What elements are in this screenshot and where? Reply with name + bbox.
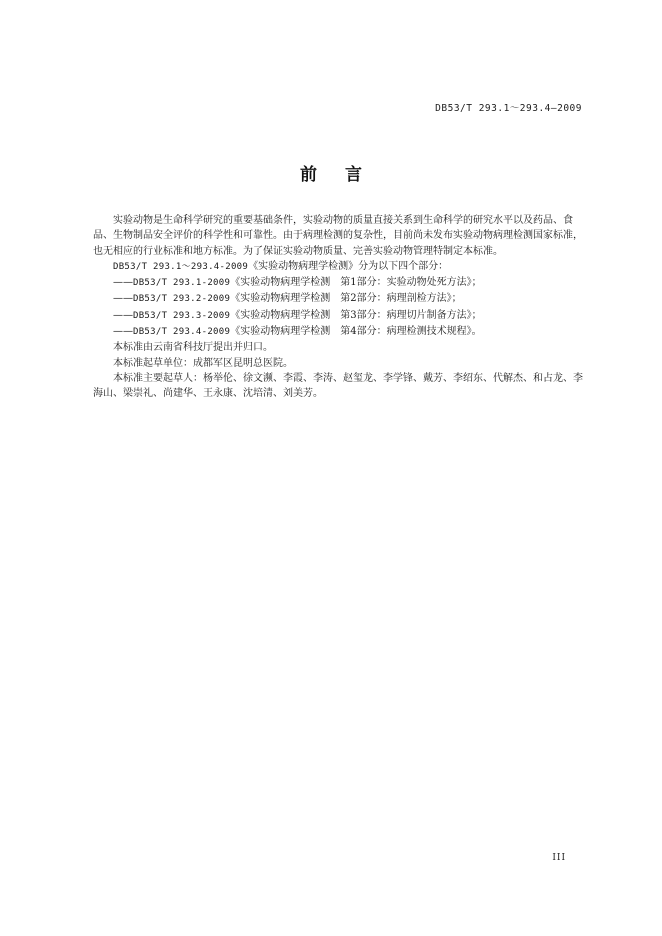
- page-number: III: [552, 853, 566, 863]
- part-dash: ——: [113, 326, 133, 338]
- part-item: [93, 275, 585, 291]
- page-title: 前言: [300, 165, 390, 185]
- part-code: DB53/T 293.2-2009: [133, 294, 231, 305]
- parts-intro-line: [93, 259, 585, 275]
- part-code: DB53/T 293.4-2009: [133, 327, 231, 338]
- part-item: [93, 324, 585, 340]
- part-dash: ——: [113, 293, 133, 305]
- part-title: 《实验动物病理学检测 第3部分：病理切片制备方法》；: [230, 309, 482, 321]
- part-code: DB53/T 293.3-2009: [133, 310, 231, 321]
- drafters-paragraph: 本标准主要起草人：杨举伦、徐文濒、李霞、李涛、赵玺龙、李学锋、戴芳、李绍东、代解杰、和占龙、李海山、梁崇礼、尚建华、王永康、沈培清、刘美芳。: [93, 372, 583, 400]
- foreword-body: [93, 213, 585, 402]
- parts-intro-code: DB53/T 293.1～293.4-2009: [113, 261, 249, 272]
- proposer-line: 本标准由云南省科技厅提出并归口。: [113, 342, 273, 354]
- document-code-header: DB53/T 293.1～293.4—2009: [435, 103, 582, 114]
- part-dash: ——: [113, 277, 133, 289]
- intro-paragraph: 实验动物是生命科学研究的重要基础条件，实验动物的质量直接关系到生命科学的研究水平以及药品、食品、生物制品安全评价的科学性和可靠性。由于病理检测的复杂性，目前尚未发布实验动物病理检测国家标准，也无相应的行业标准和地方标准。为了保证实验动物质量、完善实验动物管理特制定本标准。: [93, 215, 583, 257]
- part-title: 《实验动物病理学检测 第4部分：病理检测技术规程》。: [230, 326, 482, 338]
- part-dash: ——: [113, 309, 133, 321]
- part-title: 《实验动物病理学检测 第1部分：实验动物处死方法》；: [230, 277, 482, 289]
- part-title: 《实验动物病理学检测 第2部分：病理剖检方法》；: [230, 293, 462, 305]
- part-item: [93, 291, 585, 307]
- drafting-unit-line: 本标准起草单位：成都军区昆明总医院。: [113, 357, 293, 369]
- part-item: [93, 308, 585, 324]
- parts-intro-text: 《实验动物病理学检测》分为以下四个部分：: [248, 260, 449, 272]
- part-code: DB53/T 293.1-2009: [133, 278, 231, 289]
